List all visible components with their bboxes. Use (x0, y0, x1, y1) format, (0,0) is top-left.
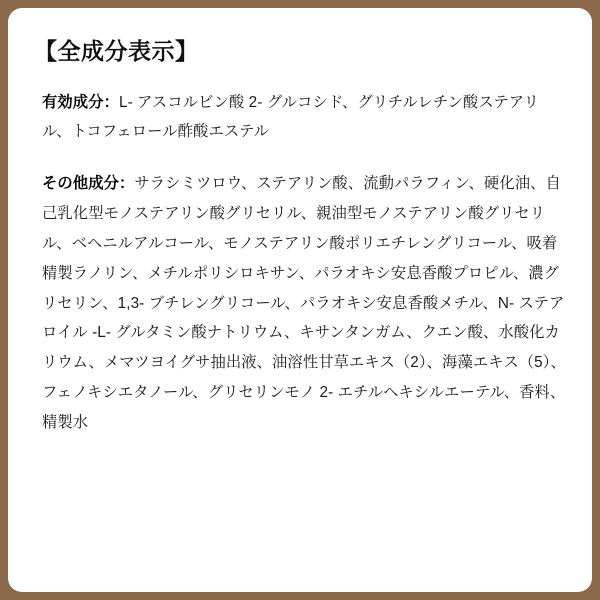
other-ingredients-body (34, 169, 566, 437)
section-other-ingredients (34, 169, 566, 437)
page-title: 【全成分表示】 (34, 38, 199, 64)
active-ingredients-label: 有効成分： (42, 93, 119, 111)
active-ingredients-text: L- アスコルビン酸 2- グルコシド、グリチルレチン酸ステアリル、トコフェロール酢酸エステル (42, 93, 539, 141)
ingredient-card (8, 8, 592, 592)
active-ingredients-body (34, 88, 566, 148)
section-active-ingredients (34, 88, 566, 148)
other-ingredients-text: サラシミツロウ、ステアリン酸、流動パラフィン、硬化油、自己乳化型モノステアリン酸グリセリル、親油型モノステアリン酸グリセリル、ベヘニルアルコール、モノステアリン酸ポリエチレングリコール、吸着精製ラノリン、メチルポリシロキサン、パラオキシ安息香酸プロピル、濃グリセリン、1,3- ブチレングリコール、パラオキシ安息香酸メチル、N- ステアロイル -L- グルタミン酸ナトリウム、キサンタンガム、クエン酸、水酸化カリウム、メマツヨイグサ抽出液、油溶性甘草エキス（2）、海藻エキス（5）、フェノキシエタノール、グリセリンモノ 2- エチルヘキシルエーテル、香料、精製水 (42, 175, 566, 431)
other-ingredients-label: その他成分： (42, 175, 135, 193)
